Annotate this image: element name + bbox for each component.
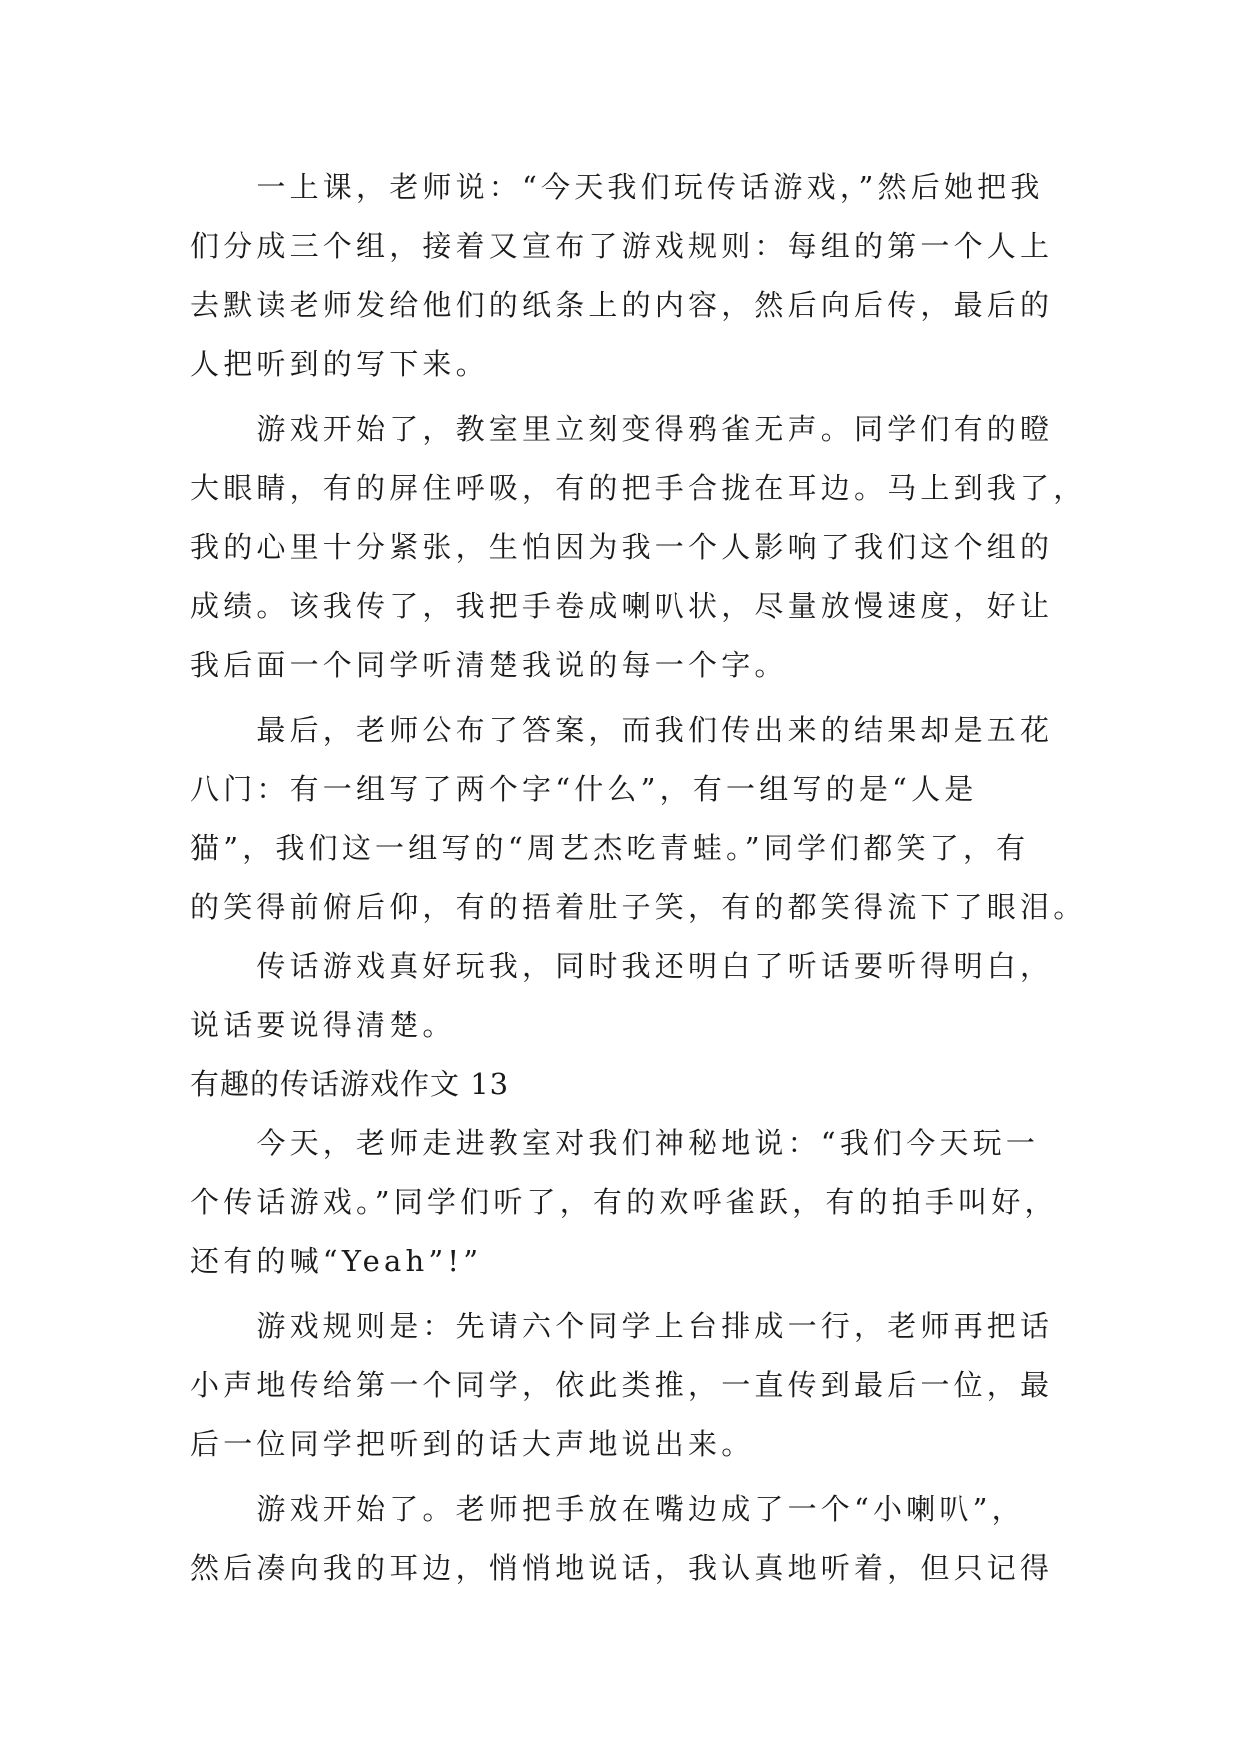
text-line: 大眼睛，有的屏住呼吸，有的把手合拢在耳边。马上到我了，	[190, 471, 1087, 505]
section-title	[190, 1055, 1060, 1114]
document-body	[190, 158, 1087, 1598]
text-line: 我的心里十分紧张，生怕因为我一个人影响了我们这个组的	[190, 530, 1054, 564]
text-line: 们分成三个组，接着又宣布了游戏规则：每组的第一个人上	[190, 229, 1054, 263]
text-line: 游戏开始了，教室里立刻变得鸦雀无声。同学们有的瞪	[190, 412, 1054, 446]
paragraph-today	[190, 1114, 1060, 1291]
text-line: 小声地传给第一个同学，依此类推，一直传到最后一位，最	[190, 1368, 1054, 1402]
text-line: 传话游戏真好玩我，同时我还明白了听话要听得明白，	[190, 949, 1054, 983]
text-line: 今天，老师走进教室对我们神秘地说：“我们今天玩一	[190, 1126, 1040, 1160]
paragraph-conclusion	[190, 937, 1060, 1055]
text-line: 个传话游戏。”同学们听了，有的欢呼雀跃，有的拍手叫好，	[190, 1185, 1058, 1219]
paragraph-game-started	[190, 1480, 1060, 1598]
section-title-text: 有趣的传话游戏作文 13	[190, 1067, 510, 1101]
text-line: 游戏规则是：先请六个同学上台排成一行，老师再把话	[190, 1309, 1054, 1343]
text-line: 人把听到的写下来。	[190, 347, 489, 381]
text-line: 成绩。该我传了，我把手卷成喇叭状，尽量放慢速度，好让	[190, 589, 1054, 623]
paragraph-class-start	[190, 158, 1060, 394]
text-line: 说话要说得清楚。	[190, 1008, 456, 1042]
text-line: 猫”，我们这一组写的“周艺杰吃青蛙。”同学们都笑了，有	[190, 831, 1030, 865]
text-line: 游戏开始了。老师把手放在嘴边成了一个“小喇叭”，	[190, 1492, 1025, 1526]
text-line: 后一位同学把听到的话大声地说出来。	[190, 1427, 755, 1461]
paragraph-game-begins	[190, 400, 1087, 695]
text-line: 还有的喊“Yeah”!”	[190, 1244, 483, 1278]
paragraph-rules	[190, 1297, 1060, 1474]
text-line: 去默读老师发给他们的纸条上的内容，然后向后传，最后的	[190, 288, 1054, 322]
text-line: 我后面一个同学听清楚我说的每一个字。	[190, 648, 788, 682]
text-line: 最后，老师公布了答案，而我们传出来的结果却是五花	[190, 713, 1054, 747]
paragraph-results	[190, 701, 1087, 937]
text-line: 的笑得前俯后仰，有的捂着肚子笑，有的都笑得流下了眼泪。	[190, 890, 1087, 924]
text-line: 然后凑向我的耳边，悄悄地说话，我认真地听着，但只记得	[190, 1551, 1054, 1585]
text-line: 八门：有一组写了两个字“什么”，有一组写的是“人是	[190, 772, 978, 806]
text-line: 一上课，老师说：“今天我们玩传话游戏，”然后她把我	[190, 170, 1044, 204]
